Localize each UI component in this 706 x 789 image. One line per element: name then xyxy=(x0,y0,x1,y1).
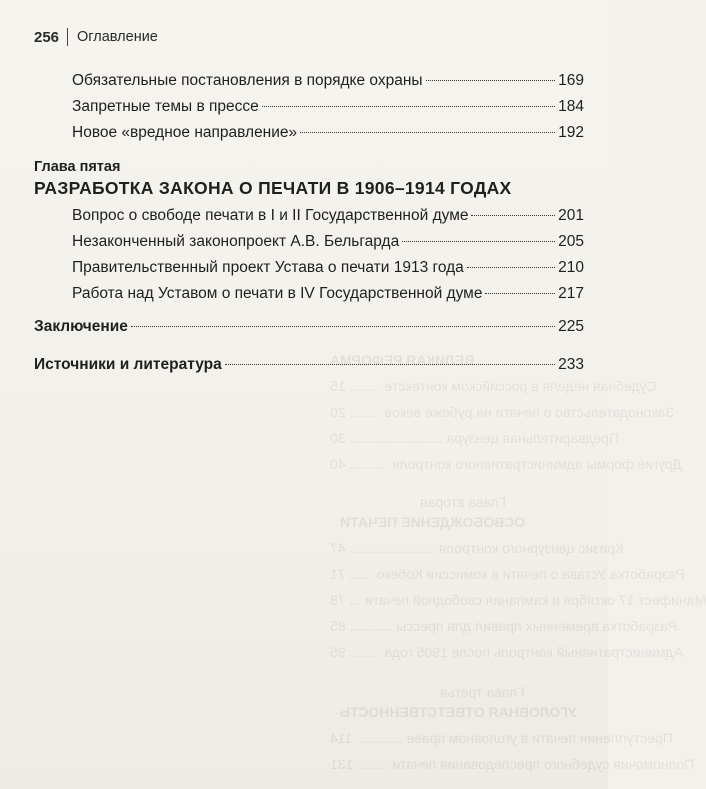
dot-leader xyxy=(262,106,555,107)
show-through-text: Административный контроль после 1905 года ........ 95 xyxy=(330,644,684,660)
running-head-title: Оглавление xyxy=(77,29,158,45)
show-through-text: Манифест 17 октября и кампания свободной печати ... 78 xyxy=(330,592,706,608)
chapter-title: РАЗРАБОТКА ЗАКОНА О ПЕЧАТИ В 1906–1914 ГОДАХ xyxy=(34,178,512,198)
toc-entry-page: 217 xyxy=(558,285,584,302)
toc-entry-page: 233 xyxy=(558,356,584,373)
toc-entry-title: Правительственный проект Устава о печати 1913 года xyxy=(72,259,464,276)
chapter-label: Глава пятая xyxy=(34,159,121,175)
dot-leader xyxy=(426,80,556,81)
show-through-text: УГОЛОВНАЯ ОТВЕТСТВЕННОСТЬ xyxy=(340,704,577,720)
toc-entry xyxy=(72,72,584,90)
toc-entry-title: Заключение xyxy=(34,318,128,335)
toc-entry xyxy=(72,207,584,225)
toc-entry-page: 201 xyxy=(558,207,584,224)
show-through-text: Полномочия судебного преследования печати ........ 131 xyxy=(330,756,695,772)
dot-leader xyxy=(467,267,555,268)
toc-entry xyxy=(72,98,584,116)
dot-leader xyxy=(300,132,555,133)
dot-leader xyxy=(471,215,555,216)
show-through-text: Законодательство о печати на рубеже веков ........ 20 xyxy=(330,404,674,420)
toc-entry-sources xyxy=(34,356,584,374)
toc-entry-title: Источники и литература xyxy=(34,356,222,373)
dot-leader xyxy=(485,293,555,294)
show-through-text: Другие формы административного контроля .......... 40 xyxy=(330,456,683,472)
dot-leader xyxy=(225,364,555,365)
header-divider xyxy=(67,28,68,46)
dot-leader xyxy=(131,326,555,327)
show-through-text: Кризис цензурного контроля ...................... 47 xyxy=(330,540,624,556)
toc-entry-page: 210 xyxy=(558,259,584,276)
toc-entry-title: Вопрос о свободе печати в I и II Государственной думе xyxy=(72,207,469,224)
toc-entry-title: Обязательные постановления в порядке охраны xyxy=(72,72,423,89)
show-through-text: Преступления печати в уголовном праве ............ 114 xyxy=(330,730,673,746)
toc-entry xyxy=(72,124,584,142)
toc-entry-page: 192 xyxy=(558,124,584,141)
toc-entry-page: 169 xyxy=(558,72,584,89)
show-through-text: Разработка временных правил для прессы ........... 85 xyxy=(330,618,677,634)
show-through-text: ВЕЛИКАЯ РЕФОРМА xyxy=(330,352,475,368)
toc-entry xyxy=(72,233,584,251)
toc-entry xyxy=(72,259,584,277)
toc-entry-page: 184 xyxy=(558,98,584,115)
show-through-text: Предварительная цензура ........................ 30 xyxy=(330,430,619,446)
toc-entry-title: Работа над Уставом о печати в IV Государственной думе xyxy=(72,285,483,302)
show-through-text: ОСВОБОЖДЕНИЕ ПЕЧАТИ xyxy=(340,514,526,530)
toc-entry xyxy=(72,285,584,303)
show-through-text: Глава вторая xyxy=(420,494,507,510)
show-through-text: Глава третья xyxy=(440,684,525,700)
page-number: 256 xyxy=(34,28,60,46)
show-through-text: Судебная неделя в российском контексте ........ 15 xyxy=(330,378,657,394)
toc-entry-title: Незаконченный законопроект А.В. Бельгарда xyxy=(72,233,400,250)
toc-entry-page: 225 xyxy=(558,318,584,335)
toc-entry-conclusion xyxy=(34,318,584,336)
toc-entry-title: Новое «вредное направление» xyxy=(72,124,298,141)
toc-entry-page: 205 xyxy=(558,233,584,250)
show-through-text: Разработка Устава о печати в комиссии Кобеко ...... 71 xyxy=(330,566,685,582)
running-head xyxy=(34,26,158,48)
toc-entry-title: Запретные темы в прессе xyxy=(72,98,259,115)
dot-leader xyxy=(402,241,555,242)
